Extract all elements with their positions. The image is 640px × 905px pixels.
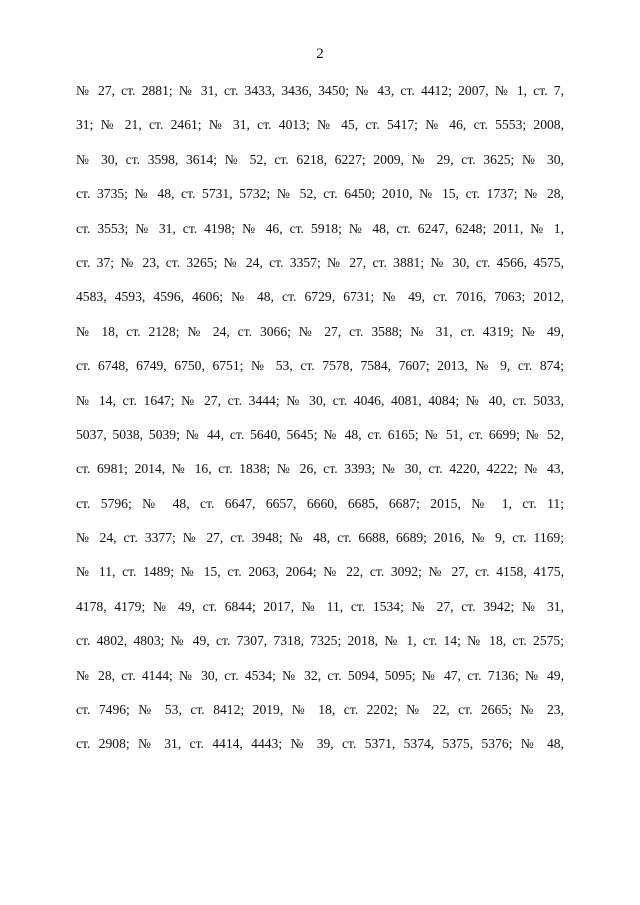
- text-line: № 30, ст. 3598, 3614; № 52, ст. 6218, 6227; 2009, № 29, ст. 3625; № 30,: [76, 151, 564, 167]
- text-line: № 14, ст. 1647; № 27, ст. 3444; № 30, ст. 4046, 4081, 4084; № 40, ст. 5033,: [76, 392, 564, 408]
- text-line: № 11, ст. 1489; № 15, ст. 2063, 2064; № 22, ст. 3092; № 27, ст. 4158, 4175,: [76, 564, 564, 580]
- text-line: ст. 3735; № 48, ст. 5731, 5732; № 52, ст. 6450; 2010, № 15, ст. 1737; № 28,: [76, 186, 564, 202]
- page-number: 2: [316, 46, 324, 62]
- text-line: № 27, ст. 2881; № 31, ст. 3433, 3436, 3450; № 43, ст. 4412; 2007, № 1, ст. 7,: [76, 83, 564, 98]
- text-line: ст. 2908; № 31, ст. 4414, 4443; № 39, ст. 5371, 5374, 5375, 5376; № 48,: [76, 736, 564, 752]
- text-line: № 24, ст. 3377; № 27, ст. 3948; № 48, ст. 6688, 6689; 2016, № 9, ст. 1169;: [76, 530, 564, 546]
- text-line: 31; № 21, ст. 2461; № 31, ст. 4013; № 45, ст. 5417; № 46, ст. 5553; 2008,: [76, 117, 564, 133]
- text-line: ст. 3553; № 31, ст. 4198; № 46, ст. 5918; № 48, ст. 6247, 6248; 2011, № 1,: [76, 220, 564, 236]
- text-line: ст. 6748, 6749, 6750, 6751; № 53, ст. 7578, 7584, 7607; 2013, № 9, ст. 874;: [76, 358, 564, 374]
- body-text: [76, 80, 564, 768]
- text-line: ст. 5796; № 48, ст. 6647, 6657, 6660, 6685, 6687; 2015, № 1, ст. 11;: [76, 495, 564, 511]
- text-line: ст. 7496; № 53, ст. 8412; 2019, № 18, ст. 2202; № 22, ст. 2665; № 23,: [76, 702, 564, 718]
- text-line: № 18, ст. 2128; № 24, ст. 3066; № 27, ст. 3588; № 31, ст. 4319; № 49,: [76, 323, 564, 339]
- text-line: 4178, 4179; № 49, ст. 6844; 2017, № 11, ст. 1534; № 27, ст. 3942; № 31,: [76, 598, 564, 614]
- text-line: 4583, 4593, 4596, 4606; № 48, ст. 6729, 6731; № 49, ст. 7016, 7063; 2012,: [76, 289, 564, 305]
- text-line: ст. 37; № 23, ст. 3265; № 24, ст. 3357; № 27, ст. 3881; № 30, ст. 4566, 4575,: [76, 254, 564, 270]
- text-line: 5037, 5038, 5039; № 44, ст. 5640, 5645; № 48, ст. 6165; № 51, ст. 6699; № 52,: [76, 426, 564, 442]
- text-line: ст. 4802, 4803; № 49, ст. 7307, 7318, 7325; 2018, № 1, ст. 14; № 18, ст. 2575;: [76, 633, 564, 649]
- text-line: № 28, ст. 4144; № 30, ст. 4534; № 32, ст. 5094, 5095; № 47, ст. 7136; № 49,: [76, 667, 564, 683]
- text-line: ст. 6981; 2014, № 16, ст. 1838; № 26, ст. 3393; № 30, ст. 4220, 4222; № 43,: [76, 461, 564, 477]
